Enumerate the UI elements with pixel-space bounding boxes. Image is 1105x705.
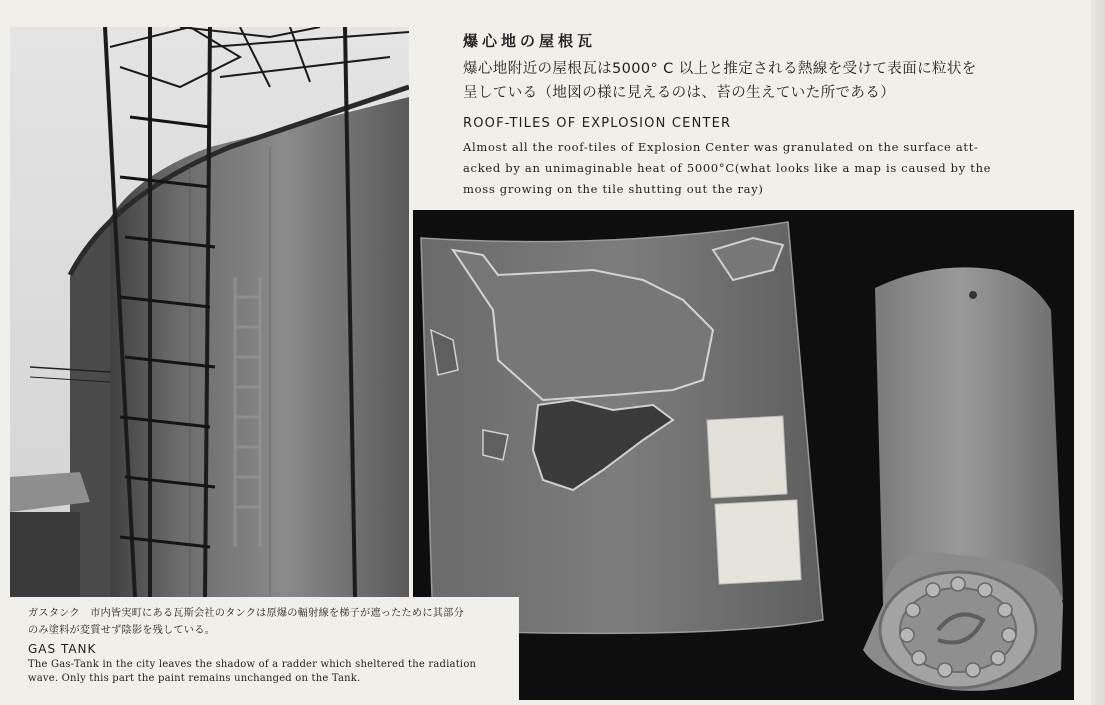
roof-tiles-en-line: moss growing on the tile shutting out the ray) <box>463 182 764 196</box>
roof-tiles-jp-line: 爆心地附近の屋根瓦は5000° C 以上と推定される熱線を受けて表面に粒状を <box>463 61 977 77</box>
gas-tank-jp-line: ガスタンク 市内皆実町にある瓦斯会社のタンクは原爆の輻射線を梯子が遮ったために其部分 <box>28 608 464 619</box>
roof-tiles-en-title: ROOF-TILES OF EXPLOSION CENTER <box>463 116 732 131</box>
gas-tank-en-title: GAS TANK <box>28 642 97 656</box>
gas-tank-photo <box>10 27 409 597</box>
gas-tank-jp-line: のみ塗料が変質せず陰影を残している。 <box>28 625 215 636</box>
roof-tiles-en-text <box>463 137 1023 200</box>
roof-tiles-en-line: Almost all the roof-tiles of Explosion Center was granulated on the surface att- <box>463 140 979 154</box>
gas-tank-en-text <box>28 658 507 686</box>
gas-tank-en-line: wave. Only this part the paint remains unchanged on the Tank. <box>28 673 361 684</box>
page-edge <box>1091 0 1105 705</box>
roof-tiles-jp-text <box>463 57 1023 105</box>
gas-tank-caption <box>10 597 519 705</box>
roof-tiles-caption <box>463 30 1023 200</box>
roof-tiles-en-line: acked by an unimaginable heat of 5000°C(what looks like a map is caused by the <box>463 161 992 175</box>
gas-tank-en-line: The Gas-Tank in the city leaves the shadow of a radder which sheltered the radiation <box>28 659 477 670</box>
gas-tank-illustration <box>10 27 409 597</box>
roof-tiles-jp-line: 呈している（地図の様に見えるのは、苔の生えていた所である） <box>463 85 896 101</box>
gas-tank-jp-text <box>28 605 507 639</box>
roof-tiles-jp-title: 爆心地の屋根瓦 <box>463 32 597 50</box>
